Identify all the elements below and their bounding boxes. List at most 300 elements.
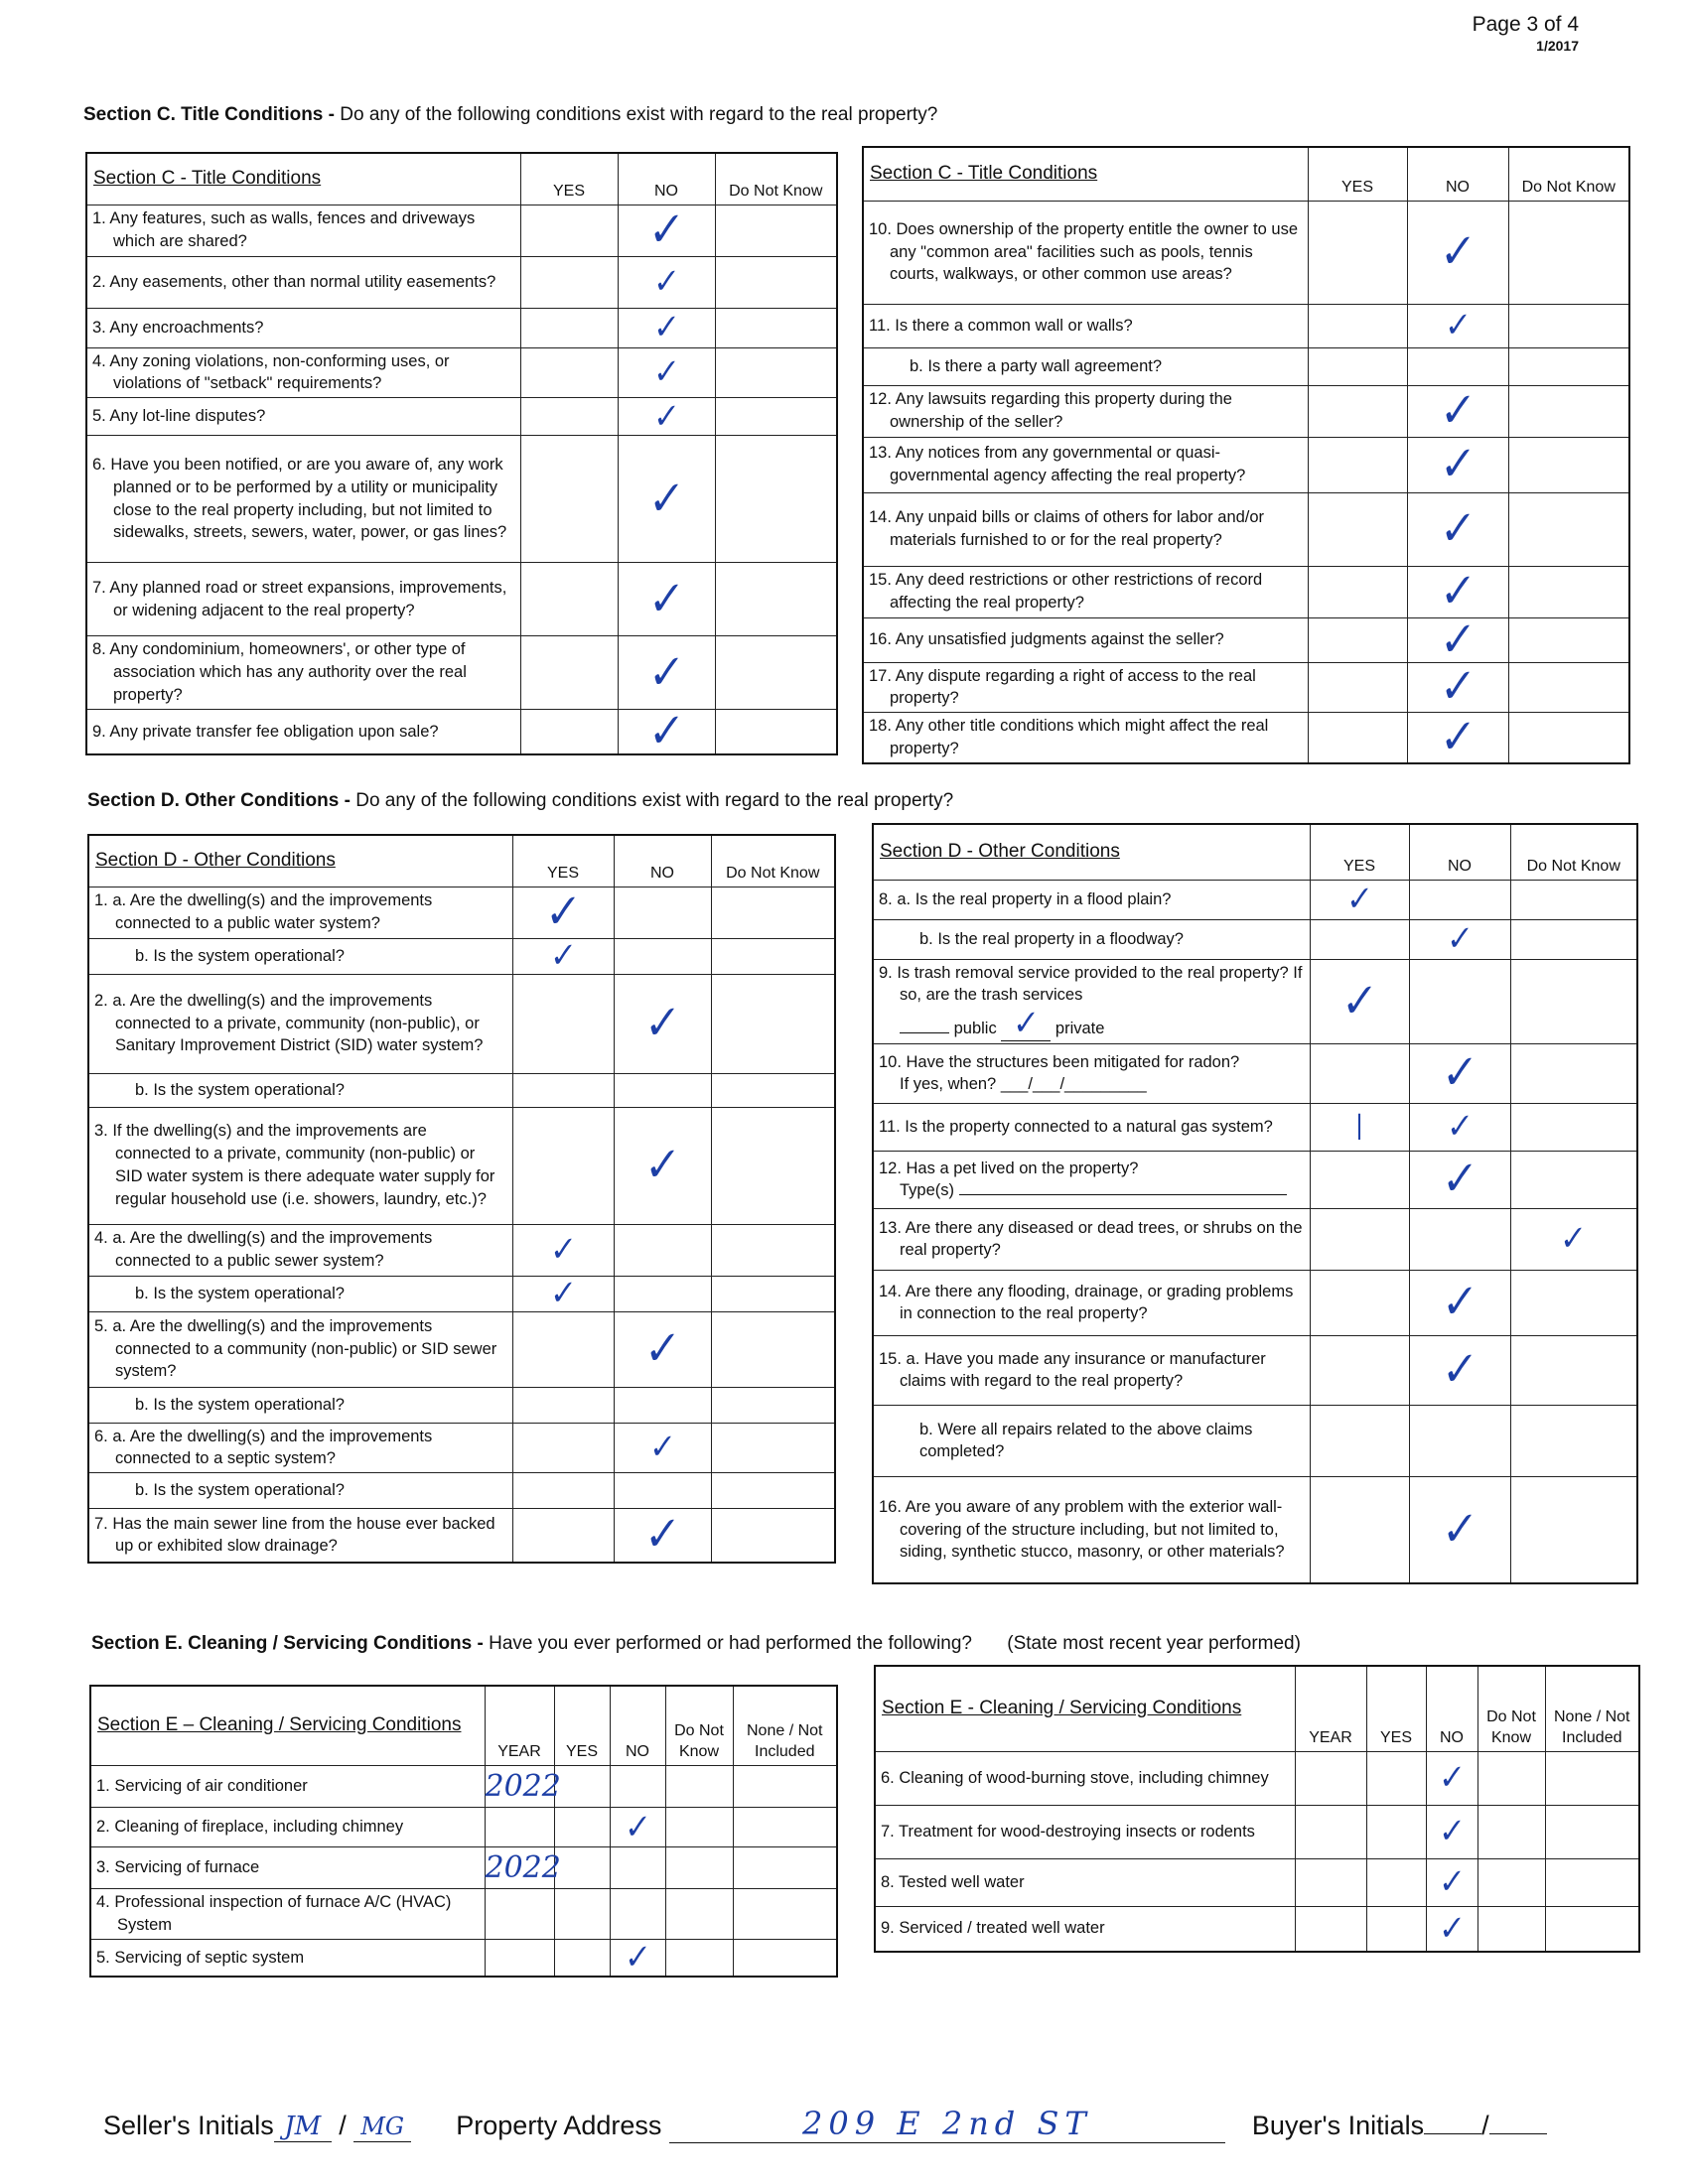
yes-cell[interactable]: [554, 1765, 610, 1807]
question: b. Is the system operational?: [88, 1073, 512, 1107]
question: b. Is the real property in a floodway?: [873, 919, 1310, 959]
dnk-cell[interactable]: [715, 308, 837, 347]
col-none: None / Not Included: [1545, 1666, 1639, 1751]
question-text: 10. Have the structures been mitigated for radon?: [879, 1052, 1240, 1071]
none-cell[interactable]: [733, 1807, 837, 1846]
checkmark-icon: ✓: [646, 202, 686, 258]
no-cell[interactable]: [1407, 201, 1508, 304]
yes-cell[interactable]: [520, 710, 618, 755]
year-value: 2022: [485, 1768, 561, 1804]
yes-cell[interactable]: [1366, 1751, 1426, 1805]
checkmark-icon: ✓: [543, 884, 583, 940]
yes-cell[interactable]: [512, 1509, 614, 1563]
buyer-initials-label: Buyer's Initials: [1251, 2111, 1425, 2140]
year-cell[interactable]: [485, 1846, 561, 1888]
yes-cell[interactable]: [554, 1846, 610, 1888]
table-row: [873, 1103, 1637, 1151]
checkmark-icon: ✓: [1446, 1105, 1474, 1148]
table-row: [875, 1858, 1639, 1906]
table-row: [88, 1311, 835, 1387]
none-cell[interactable]: [1545, 1751, 1639, 1805]
buyer-initials-field-1[interactable]: [1424, 2133, 1481, 2134]
no-cell[interactable]: [1409, 1151, 1510, 1208]
seller-initials-field-2[interactable]: MG: [353, 2111, 411, 2142]
no-cell[interactable]: [1409, 1103, 1510, 1151]
dnk-cell[interactable]: [715, 636, 837, 710]
section-c-right-table: [862, 146, 1630, 764]
question: [873, 959, 1310, 1043]
table-row: [875, 1906, 1639, 1952]
question: 8. a. Is the real property in a flood plain?: [873, 880, 1310, 919]
no-cell[interactable]: [618, 436, 715, 563]
yes-cell[interactable]: [1308, 437, 1407, 492]
when-date[interactable]: ___/___/_________: [1000, 1075, 1147, 1094]
yes-cell[interactable]: [1308, 713, 1407, 763]
question: [873, 1151, 1310, 1208]
dnk-cell[interactable]: [711, 1107, 835, 1224]
yes-cell[interactable]: [1308, 304, 1407, 347]
no-cell[interactable]: [614, 974, 711, 1073]
no-cell[interactable]: [1409, 1476, 1510, 1583]
question: 1. a. Are the dwelling(s) and the improvements connected to a public water system?: [88, 887, 512, 938]
no-cell[interactable]: [1409, 1208, 1510, 1270]
property-address-field[interactable]: 209 E 2nd ST: [669, 2105, 1225, 2143]
dnk-cell[interactable]: [711, 974, 835, 1073]
table-row: [88, 974, 835, 1073]
checkmark-icon: ✓: [624, 1936, 651, 1979]
no-cell[interactable]: [614, 1311, 711, 1387]
yes-cell[interactable]: [1308, 492, 1407, 566]
question: 7. Treatment for wood-destroying insects or rodents: [875, 1805, 1295, 1858]
dnk-cell[interactable]: [1510, 919, 1637, 959]
table-row: [88, 1224, 835, 1276]
yes-cell[interactable]: [520, 436, 618, 563]
section-c-title: Section C - Title Conditions: [863, 147, 1308, 201]
private-label: private: [1055, 1020, 1105, 1038]
dnk-cell[interactable]: [1510, 1103, 1637, 1151]
yes-cell[interactable]: [1366, 1858, 1426, 1906]
dnk-cell[interactable]: [665, 1889, 733, 1940]
question: 2. Cleaning of fireplace, including chimney: [90, 1807, 485, 1846]
no-cell[interactable]: [618, 563, 715, 636]
dnk-cell[interactable]: [715, 710, 837, 755]
no-cell[interactable]: [1407, 437, 1508, 492]
yes-cell[interactable]: [512, 1073, 614, 1107]
section-e-right-table: [874, 1665, 1640, 1953]
question: 12. Any lawsuits regarding this property during the ownership of the seller?: [863, 385, 1308, 437]
checkmark-icon: ✓: [1446, 916, 1474, 960]
col-no: NO: [1407, 147, 1508, 201]
page-label: Page 3 of 4: [1472, 13, 1579, 36]
yes-cell[interactable]: [520, 636, 618, 710]
question: [873, 1043, 1310, 1103]
year-cell[interactable]: [485, 1765, 561, 1807]
yes-cell[interactable]: [512, 1107, 614, 1224]
yes-cell[interactable]: [520, 347, 618, 398]
col-no: NO: [1426, 1666, 1477, 1751]
yes-cell[interactable]: [512, 1473, 614, 1509]
no-cell[interactable]: [1407, 492, 1508, 566]
checkmark-icon: ✓: [1438, 708, 1477, 765]
yes-cell[interactable]: [520, 563, 618, 636]
year-cell[interactable]: [485, 1939, 554, 1977]
checkmark-icon: ✓: [1440, 1274, 1479, 1331]
yes-cell[interactable]: [512, 1271, 614, 1314]
year-cell[interactable]: [485, 1807, 554, 1846]
no-cell[interactable]: [614, 1423, 711, 1473]
dnk-cell[interactable]: [715, 347, 837, 398]
table-row: [88, 1107, 835, 1224]
no-cell[interactable]: [610, 1807, 665, 1846]
question: 5. Any lot-line disputes?: [86, 398, 520, 436]
yes-cell[interactable]: [1310, 1043, 1409, 1103]
yes-cell[interactable]: [1310, 1405, 1409, 1476]
col-do-not-know: Do Not Know: [1510, 824, 1637, 880]
year-cell[interactable]: [1295, 1858, 1366, 1906]
no-cell[interactable]: [614, 938, 711, 974]
dnk-cell[interactable]: [715, 398, 837, 436]
yes-cell[interactable]: [1310, 959, 1409, 1043]
no-cell[interactable]: [618, 703, 715, 759]
yes-cell[interactable]: [512, 1387, 614, 1423]
no-cell[interactable]: [1407, 611, 1508, 668]
no-cell[interactable]: [610, 1846, 665, 1888]
yes-cell[interactable]: [1310, 1270, 1409, 1335]
public-label: public: [953, 1020, 997, 1038]
col-no: NO: [1409, 824, 1510, 880]
checkmark-icon: ✓: [646, 643, 686, 701]
question: 5. a. Are the dwelling(s) and the improvements connected to a community (non-public) or SID sewer system?: [88, 1311, 512, 1387]
dnk-cell[interactable]: [1510, 1043, 1637, 1103]
yes-cell[interactable]: [1366, 1906, 1426, 1952]
seller-initials-field-1[interactable]: JM: [274, 2111, 332, 2142]
no-cell[interactable]: [610, 1936, 665, 1979]
table-row: [873, 1476, 1637, 1583]
no-cell[interactable]: [614, 1473, 711, 1509]
dnk-cell[interactable]: [711, 1387, 835, 1423]
table-row: [86, 205, 837, 256]
checkmark-icon: ✓: [652, 394, 680, 437]
no-cell[interactable]: [1409, 880, 1510, 919]
no-cell[interactable]: [1407, 304, 1508, 347]
dnk-cell[interactable]: [1510, 880, 1637, 919]
dnk-cell[interactable]: [711, 1073, 835, 1107]
public-field[interactable]: [1001, 1001, 1051, 1044]
yes-cell[interactable]: [554, 1889, 610, 1940]
question: 4. Any zoning violations, non-conforming uses, or violations of "setback" requirements?: [86, 347, 520, 398]
checkmark-icon: ✓: [1438, 223, 1477, 280]
yes-cell[interactable]: [1310, 1208, 1409, 1270]
yes-cell[interactable]: [512, 974, 614, 1073]
yes-cell[interactable]: [554, 1939, 610, 1977]
table-row: [873, 880, 1637, 919]
checkmark-icon: ✓: [549, 1227, 577, 1271]
table-row: [86, 308, 837, 347]
yes-cell[interactable]: [1308, 662, 1407, 713]
table-row: [88, 1073, 835, 1107]
table-row: [863, 201, 1629, 304]
table-row: [863, 492, 1629, 566]
table-row: [88, 1387, 835, 1423]
dnk-cell[interactable]: [1510, 1151, 1637, 1208]
dnk-cell[interactable]: [1477, 1805, 1545, 1858]
col-yes: YES: [554, 1686, 610, 1765]
section-d-title: Section D - Other Conditions: [88, 835, 512, 887]
table-row: [863, 304, 1629, 347]
col-do-not-know: Do Not Know: [715, 153, 837, 205]
dnk-cell[interactable]: [665, 1765, 733, 1807]
yes-cell[interactable]: [512, 1311, 614, 1387]
dnk-cell[interactable]: [665, 1846, 733, 1888]
question: 2. a. Are the dwelling(s) and the improvements connected to a private, community (non-public), or Sanitary Improvement District (SID) water system?: [88, 974, 512, 1073]
dnk-cell[interactable]: [715, 436, 837, 563]
no-cell[interactable]: [1426, 1805, 1477, 1858]
no-cell[interactable]: [614, 887, 711, 938]
table-row: [863, 617, 1629, 662]
col-yes: YES: [512, 835, 614, 887]
dnk-cell[interactable]: [715, 205, 837, 256]
dnk-cell[interactable]: [1510, 1476, 1637, 1583]
no-cell[interactable]: [610, 1765, 665, 1807]
table-row: [86, 710, 837, 755]
none-cell[interactable]: [1545, 1805, 1639, 1858]
year-cell[interactable]: [1295, 1751, 1366, 1805]
no-cell[interactable]: [1409, 1043, 1510, 1103]
dnk-cell[interactable]: [711, 938, 835, 974]
table-row: [873, 1151, 1637, 1208]
question: b. Is the system operational?: [88, 1387, 512, 1423]
checkmark-icon: ✓: [1444, 303, 1472, 346]
yes-cell[interactable]: [1310, 1476, 1409, 1583]
dnk-cell[interactable]: [1508, 201, 1629, 304]
yes-cell[interactable]: [512, 1423, 614, 1473]
yes-mark: |: [1354, 1111, 1364, 1142]
section-c-left-table: [85, 152, 838, 759]
table-row: [88, 1509, 835, 1563]
question: 2. Any easements, other than normal utility easements?: [86, 256, 520, 308]
yes-cell[interactable]: [1308, 566, 1407, 617]
table-row: [86, 436, 837, 563]
yes-cell[interactable]: [520, 308, 618, 347]
yes-cell[interactable]: [1366, 1805, 1426, 1858]
col-do-not-know: Do Not Know: [1508, 147, 1629, 201]
yes-cell[interactable]: [1310, 1103, 1409, 1151]
yes-cell[interactable]: [1310, 1335, 1409, 1405]
dnk-cell[interactable]: [1508, 662, 1629, 713]
checkmark-icon: ✓: [646, 470, 686, 527]
table-row: [88, 938, 835, 974]
dnk-cell[interactable]: [1510, 959, 1637, 1043]
dnk-cell[interactable]: [711, 1311, 835, 1387]
no-cell[interactable]: [1409, 1405, 1510, 1476]
question: 17. Any dispute regarding a right of access to the real property?: [863, 662, 1308, 713]
question: 14. Are there any flooding, drainage, or grading problems in connection to the real property?: [873, 1270, 1310, 1335]
yes-cell[interactable]: [512, 1224, 614, 1276]
no-cell[interactable]: [1409, 959, 1510, 1043]
dnk-cell[interactable]: [1508, 347, 1629, 385]
dnk-cell[interactable]: [1508, 617, 1629, 662]
checkmark-icon: ✓: [1440, 1341, 1479, 1399]
no-cell[interactable]: [614, 1276, 711, 1311]
col-do-not-know: Do Not Know: [665, 1686, 733, 1765]
none-cell[interactable]: [1545, 1858, 1639, 1906]
none-cell[interactable]: [733, 1889, 837, 1940]
dnk-cell[interactable]: [711, 1423, 835, 1473]
dnk-cell[interactable]: [1508, 385, 1629, 437]
none-cell[interactable]: [733, 1846, 837, 1888]
no-cell[interactable]: [618, 202, 715, 258]
dnk-cell[interactable]: [1510, 1208, 1637, 1270]
no-cell[interactable]: [618, 394, 715, 437]
dnk-cell[interactable]: [715, 563, 837, 636]
dnk-cell[interactable]: [711, 1473, 835, 1509]
seller-initials-label: Seller's Initials: [103, 2111, 274, 2140]
table-row: [875, 1805, 1639, 1858]
question: 11. Is there a common wall or walls?: [863, 304, 1308, 347]
checkmark-icon: ✓: [1012, 1001, 1041, 1044]
question: 15. Any deed restrictions or other restrictions of record affecting the real property?: [863, 566, 1308, 617]
table-row: [90, 1846, 837, 1888]
question: b. Were all repairs related to the above claims completed?: [873, 1405, 1310, 1476]
table-row: [86, 398, 837, 436]
table-row: [863, 662, 1629, 713]
no-cell[interactable]: [618, 305, 715, 348]
footer: Seller's Initials JM / MG Property Address 209 E 2nd ST Buyer's Initials /: [103, 2105, 1593, 2143]
pet-type-field[interactable]: [959, 1194, 1287, 1195]
dnk-cell[interactable]: [1508, 437, 1629, 492]
yes-cell[interactable]: [512, 933, 614, 977]
dnk-cell[interactable]: [1510, 1335, 1637, 1405]
dnk-cell[interactable]: [1477, 1751, 1545, 1805]
table-row: [86, 636, 837, 710]
section-d-left-table: [87, 834, 836, 1564]
question: 16. Any unsatisfied judgments against the seller?: [863, 617, 1308, 662]
no-cell[interactable]: [614, 1506, 711, 1564]
dnk-cell[interactable]: [1508, 566, 1629, 617]
dnk-cell[interactable]: [1510, 1405, 1637, 1476]
yes-cell[interactable]: [1308, 347, 1407, 385]
yes-cell[interactable]: [1310, 919, 1409, 959]
year-cell[interactable]: [1295, 1906, 1366, 1952]
question: 15. a. Have you made any insurance or manufacturer claims with regard to the real property?: [873, 1335, 1310, 1405]
no-cell[interactable]: [618, 636, 715, 710]
table-row: [873, 1335, 1637, 1405]
checkmark-icon: ✓: [1438, 611, 1477, 668]
year-value: 2022: [485, 1849, 561, 1885]
no-cell[interactable]: [614, 1107, 711, 1224]
question: 8. Any condominium, homeowners', or other type of association which has any authority over the real property?: [86, 636, 520, 710]
question: b. Is there a party wall agreement?: [863, 347, 1308, 385]
yes-cell[interactable]: [554, 1807, 610, 1846]
question: b. Is the system operational?: [88, 938, 512, 974]
no-cell[interactable]: [618, 347, 715, 398]
dnk-cell[interactable]: [711, 887, 835, 938]
checkmark-icon: ✓: [652, 305, 680, 348]
yes-cell[interactable]: [1310, 877, 1409, 920]
question-text: 12. Has a pet lived on the property?: [879, 1159, 1139, 1177]
checkmark-icon: ✓: [549, 1271, 577, 1314]
no-cell[interactable]: [614, 1224, 711, 1276]
yes-cell[interactable]: [520, 256, 618, 308]
none-cell[interactable]: [733, 1939, 837, 1977]
dnk-cell[interactable]: [665, 1807, 733, 1846]
section-d-title: Section D - Other Conditions: [873, 824, 1310, 880]
col-do-not-know: Do Not Know: [711, 835, 835, 887]
no-cell[interactable]: [1407, 658, 1508, 716]
dnk-cell[interactable]: [711, 1224, 835, 1276]
dnk-cell[interactable]: [1510, 1270, 1637, 1335]
type-label: Type(s): [900, 1181, 955, 1200]
buyer-initials-field-2[interactable]: [1489, 2133, 1547, 2134]
dnk-cell[interactable]: [1477, 1858, 1545, 1906]
none-cell[interactable]: [1545, 1906, 1639, 1952]
question: 8. Tested well water: [875, 1858, 1295, 1906]
question: 6. Have you been notified, or are you aware of, any work planned or to be performed by a utility or municipality close to the real property including, but not limited to sidewalks, streets, sewers, water, power, or gas lines?: [86, 436, 520, 563]
dnk-cell[interactable]: [711, 1276, 835, 1311]
no-cell[interactable]: [1409, 1335, 1510, 1405]
no-cell[interactable]: [1407, 708, 1508, 765]
yes-cell[interactable]: [1310, 1151, 1409, 1208]
table-row: [873, 1405, 1637, 1476]
question: 11. Is the property connected to a natural gas system?: [873, 1103, 1310, 1151]
dnk-cell[interactable]: [1508, 304, 1629, 347]
table-row: [86, 256, 837, 308]
no-cell[interactable]: [614, 1387, 711, 1423]
checkmark-icon: ✓: [1559, 1217, 1588, 1260]
yes-cell[interactable]: [1308, 385, 1407, 437]
yes-cell[interactable]: [520, 398, 618, 436]
checkmark-icon: ✓: [1438, 1755, 1466, 1799]
no-cell[interactable]: [1409, 916, 1510, 960]
dnk-cell[interactable]: [1508, 713, 1629, 763]
no-cell[interactable]: [618, 256, 715, 308]
table-row: [863, 437, 1629, 492]
question: 6. Cleaning of wood-burning stove, including chimney: [875, 1751, 1295, 1805]
checkmark-icon: ✓: [648, 1426, 676, 1468]
yes-cell[interactable]: [1308, 617, 1407, 662]
dnk-cell[interactable]: [1508, 492, 1629, 566]
checkmark-icon: ✓: [1440, 1501, 1479, 1558]
no-cell[interactable]: [1407, 382, 1508, 439]
no-cell[interactable]: [1407, 563, 1508, 619]
section-c-title: Section C - Title Conditions: [86, 153, 520, 205]
dnk-cell[interactable]: [715, 256, 837, 308]
yes-cell[interactable]: [520, 205, 618, 256]
no-cell[interactable]: [1426, 1906, 1477, 1952]
section-d-right-table: [872, 823, 1638, 1584]
dnk-cell[interactable]: [711, 1509, 835, 1563]
checkmark-icon: ✓: [1438, 1809, 1466, 1852]
no-cell[interactable]: [1409, 1270, 1510, 1335]
dnk-cell[interactable]: [1477, 1906, 1545, 1952]
yes-cell[interactable]: [1308, 201, 1407, 304]
question: 14. Any unpaid bills or claims of others for labor and/or materials furnished to or for the real property?: [863, 492, 1308, 566]
year-cell[interactable]: [485, 1889, 554, 1940]
no-cell[interactable]: [1426, 1751, 1477, 1805]
checkmark-icon: ✓: [1438, 658, 1477, 716]
yes-cell[interactable]: [512, 884, 614, 940]
none-cell[interactable]: [733, 1765, 837, 1807]
table-row: [86, 347, 837, 398]
no-cell[interactable]: [614, 1073, 711, 1107]
no-cell[interactable]: [1426, 1858, 1477, 1906]
dnk-cell[interactable]: [665, 1939, 733, 1977]
no-cell[interactable]: [610, 1889, 665, 1940]
checkmark-icon: ✓: [1440, 1044, 1479, 1102]
col-year: YEAR: [1295, 1666, 1366, 1751]
no-cell[interactable]: [1407, 347, 1508, 385]
year-cell[interactable]: [1295, 1805, 1366, 1858]
